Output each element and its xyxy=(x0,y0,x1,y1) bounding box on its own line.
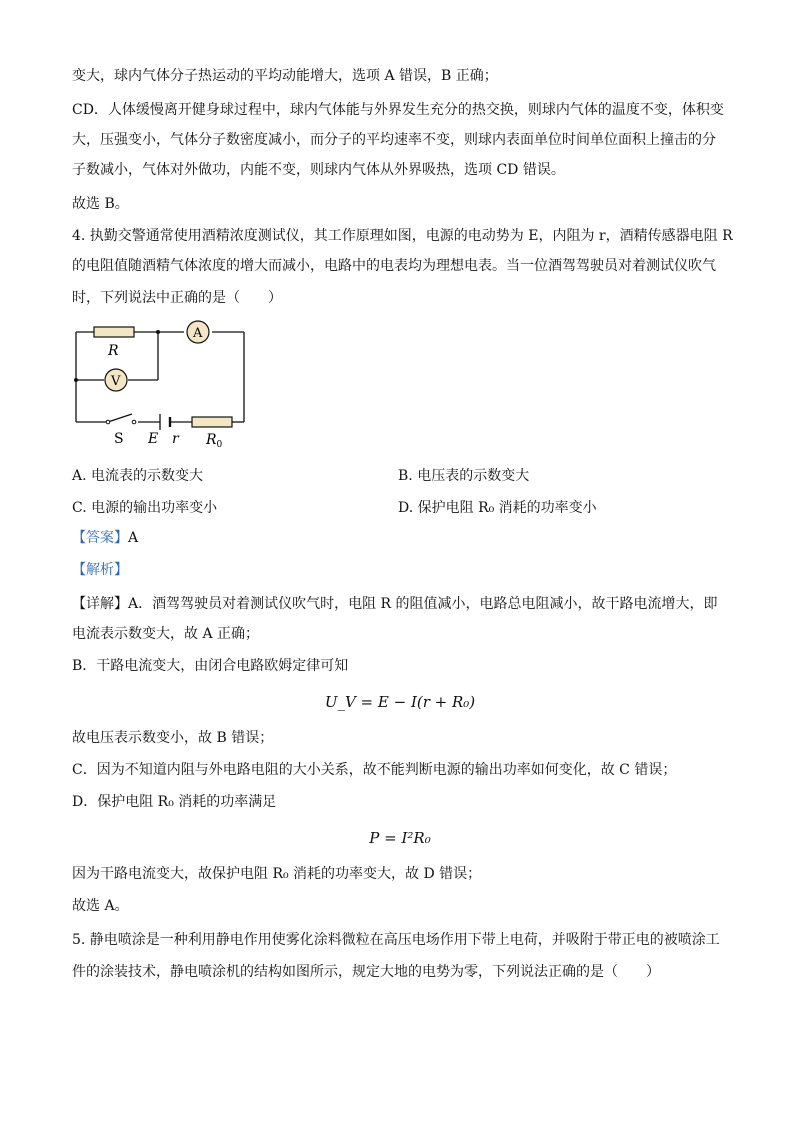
label-ammeter: A xyxy=(193,326,203,341)
detail-line: D．保护电阻 R₀ 消耗的功率满足 xyxy=(72,794,277,810)
question-4-stem: 4. 执勤交警通常使用酒精浓度测试仪，其工作原理如图，电源的电动势为 E，内阻为 r，酒精传感器电阻 R xyxy=(72,228,733,244)
option-b: B. 电压表的示数变大 xyxy=(398,468,530,484)
text-line: 故选 B。 xyxy=(72,196,129,212)
analysis-label: 【解析】 xyxy=(72,562,128,578)
text-line: 子数减小，气体对外做功，内能不变，则球内气体从外界吸热，选项 CD 错误。 xyxy=(72,162,565,178)
detail-label: 【详解】 xyxy=(72,596,128,612)
resistor-r xyxy=(94,327,134,337)
text-line: 变大，球内气体分子热运动的平均动能增大，选项 A 错误，B 正确； xyxy=(72,68,498,84)
detail-line: C．因为不知道内阻与外电路电阻的大小关系，故不能判断电源的输出功率如何变化，故 C 错误； xyxy=(72,762,677,778)
resistor-r0 xyxy=(192,417,232,427)
detail-line: 故电压表示数变小，故 B 错误； xyxy=(72,730,274,746)
answer-line xyxy=(72,528,728,548)
option-c: C. 电源的输出功率变小 xyxy=(72,500,218,516)
detail-line: B．干路电流变大，由闭合电路欧姆定律可知 xyxy=(72,658,349,674)
question-5-stem: 5. 静电喷涂是一种利用静电作用使雾化涂料微粒在高压电场作用下带上电荷，并吸附于带正电的被喷涂工 xyxy=(72,932,720,948)
label-emf: E xyxy=(148,431,159,447)
option-a: A. 电流表的示数变大 xyxy=(72,468,204,484)
label-r0: $R_0$ xyxy=(206,432,223,450)
label-switch: S xyxy=(114,431,124,447)
label-internal-r: r xyxy=(172,431,179,447)
detail-line: 因为干路电流变大，故保护电阻 R₀ 消耗的功率变大，故 D 错误； xyxy=(72,866,482,882)
label-r: R xyxy=(108,343,119,359)
label-voltmeter: V xyxy=(111,374,121,389)
option-d: D. 保护电阻 R₀ 消耗的功率变小 xyxy=(398,500,597,516)
answer-label: 【答案】 xyxy=(72,530,128,546)
detail-line: 电流表示数变大，故 A 正确； xyxy=(72,626,260,642)
detail-line: 故选 A。 xyxy=(72,898,129,914)
question-5-stem: 件的涂装技术，静电喷涂机的结构如图所示，规定大地的电势为零，下列说法正确的是（ ） xyxy=(72,964,660,980)
question-4-stem: 时，下列说法中正确的是（ ） xyxy=(72,290,282,306)
answer-value: A xyxy=(128,530,139,546)
text-line: 大，压强变小，气体分子数密度减小，而分子的平均速率不变，则球内表面单位时间单位面积上撞击的分 xyxy=(72,132,716,148)
detail-line: 【详解】A．酒驾驾驶员对着测试仪吹气时，电阻 R 的阻值减小，电路总电阻减小，故干路电流增大，即 xyxy=(72,596,718,612)
text-line: CD．人体缓慢离开健身球过程中，球内气体能与外界发生充分的热交换，则球内气体的温度不变，体积变 xyxy=(72,102,724,118)
equation-voltage: U_V = E − I(r + R₀) xyxy=(324,693,476,711)
circuit-diagram xyxy=(66,318,256,450)
equation-power: P = I²R₀ xyxy=(369,829,431,847)
question-4-stem: 的电阻值随酒精气体浓度的增大而减小，电路中的电表均为理想电表。当一位酒驾驾驶员对着测试仪吹气 xyxy=(72,258,716,274)
